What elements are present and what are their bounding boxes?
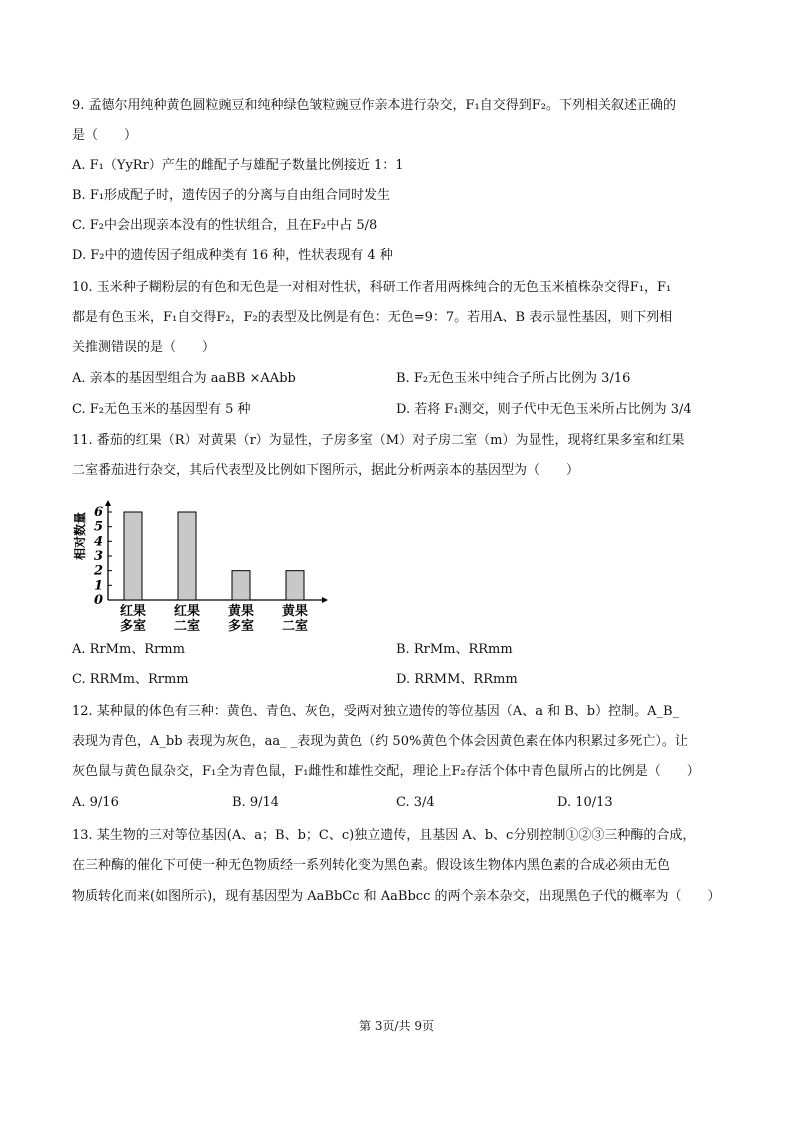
offspring-ratio-bar-chart xyxy=(72,500,332,640)
q12-option-a: A. 9/16 xyxy=(72,795,119,810)
q10-option-c: C. F₂无色玉米的基因型有 5 种 xyxy=(72,402,251,417)
q10-option-a: A. 亲本的基因型组合为 aaBB ×AAbb xyxy=(72,371,296,386)
q9-stem-line-1: 9. 孟德尔用纯种黄色圆粒豌豆和纯种绿色皱粒豌豆作亲本进行杂交，F₁自交得到F₂。下列相关叙述正确的 xyxy=(72,98,676,113)
page-footer: 第 3页/共 9页 xyxy=(359,1019,434,1033)
q13-stem-line-1: 13. 某生物的三对等位基因(A、a；B、b；C、c)独立遗传，且基因 A、b、c分别控制①②③三种酶的合成， xyxy=(72,828,696,843)
chart-bar xyxy=(124,512,142,600)
chart-y-axis-label: 相对数量 xyxy=(73,511,87,561)
q13-stem-line-3: 物质转化而来(如图所示)，现有基因型为 AaBbCc 和 AaBbcc 的两个亲本杂交，出现黑色子代的概率为（ ） xyxy=(72,889,721,904)
chart-y-tick-label: 4 xyxy=(93,534,103,550)
q9-option-b: B. F₁形成配子时，遗传因子的分离与自由组合同时发生 xyxy=(72,188,391,203)
q10-stem-line-2: 都是有色玉米，F₁自交得F₂，F₂的表型及比例是有色：无色=9：7。若用A、B 表示显性基因，则下列相 xyxy=(72,310,673,325)
chart-x-tick-label: 多室 xyxy=(119,619,147,634)
q12-stem-line-2: 表现为青色，A_bb 表现为灰色，aa_ _表现为黄色（约 50%黄色个体会因黄色素在体内积累过多死亡）。让 xyxy=(72,734,688,749)
q12-option-d: D. 10/13 xyxy=(557,795,613,810)
q12-stem-line-1: 12. 某种鼠的体色有三种：黄色、青色、灰色，受两对独立遗传的等位基因（A、a 和 B、b）控制。A_B_ xyxy=(72,704,680,719)
chart-x-tick-label: 黄果 xyxy=(227,604,255,619)
q10-option-b: B. F₂无色玉米中纯合子所占比例为 3/16 xyxy=(396,371,631,386)
q10-stem-line-3: 关推测错误的是（ ） xyxy=(72,340,216,355)
chart-y-tick-label: 2 xyxy=(93,563,103,579)
q12-option-c: C. 3/4 xyxy=(396,795,435,810)
chart-y-ticks xyxy=(93,505,112,608)
q9-option-d: D. F₂中的遗传因子组成种类有 16 种，性状表现有 4 种 xyxy=(72,248,393,263)
chart-x-tick-label: 红果 xyxy=(119,604,147,619)
chart-x-tick-label: 黄果 xyxy=(281,604,309,619)
chart-bar xyxy=(286,571,304,600)
chart-y-tick-label: 1 xyxy=(93,578,103,594)
chart-bar xyxy=(232,571,250,600)
chart-y-axis-arrow xyxy=(105,500,111,506)
chart-y-tick-label: 3 xyxy=(93,549,103,564)
chart-x-labels xyxy=(120,603,308,634)
q11-stem-line-1: 11. 番茄的红果（R）对黄果（r）为显性，子房多室（M）对子房二室（m）为显性，现将红果多室和红果 xyxy=(72,433,685,448)
q13-stem-line-2: 在三种酶的催化下可使一种无色物质经一系列转化变为黑色素。假设该生物体内黑色素的合成必须由无色 xyxy=(72,858,671,873)
q10-stem-line-1: 10. 玉米种子糊粉层的有色和无色是一对相对性状，科研工作者用两株纯合的无色玉米植株杂交得F₁，F₁ xyxy=(72,280,672,295)
chart-y-tick-label: 6 xyxy=(93,505,103,520)
chart-x-tick-label: 二室 xyxy=(173,619,201,634)
chart-y-tick-label: 0 xyxy=(93,593,103,608)
chart-bar xyxy=(178,512,196,600)
chart-x-tick-label: 红果 xyxy=(173,604,201,619)
q12-stem-line-3: 灰色鼠与黄色鼠杂交，F₁全为青色鼠，F₁雌性和雄性交配，理论上F₂存活个体中青色鼠所占的比例是（ ） xyxy=(72,764,700,779)
chart-x-tick-label: 多室 xyxy=(227,619,255,634)
chart-y-tick-label: 5 xyxy=(93,519,103,535)
chart-bars xyxy=(124,512,304,600)
q11-option-a: A. RrMm、Rrmm xyxy=(72,642,185,657)
q11-option-d: D. RRMM、RRmm xyxy=(396,672,518,687)
q9-option-a: A. F₁（YyRr）产生的雌配子与雄配子数量比例接近 1：1 xyxy=(72,158,404,173)
q10-option-d: D. 若将 F₁测交，则子代中无色玉米所占比例为 3/4 xyxy=(396,402,692,417)
q9-stem-line-2: 是（ ） xyxy=(72,128,138,143)
chart-x-axis-arrow xyxy=(322,597,328,603)
q11-option-b: B. RrMm、RRmm xyxy=(396,642,513,657)
q11-option-c: C. RRMm、Rrmm xyxy=(72,672,189,687)
chart-x-tick-label: 二室 xyxy=(281,619,309,634)
q9-option-c: C. F₂中会出现亲本没有的性状组合，且在F₂中占 5/8 xyxy=(72,218,378,233)
q12-option-b: B. 9/14 xyxy=(232,795,280,810)
q11-stem-line-2: 二室番茄进行杂交，其后代表型及比例如下图所示，据此分析两亲本的基因型为（ ） xyxy=(72,463,580,478)
